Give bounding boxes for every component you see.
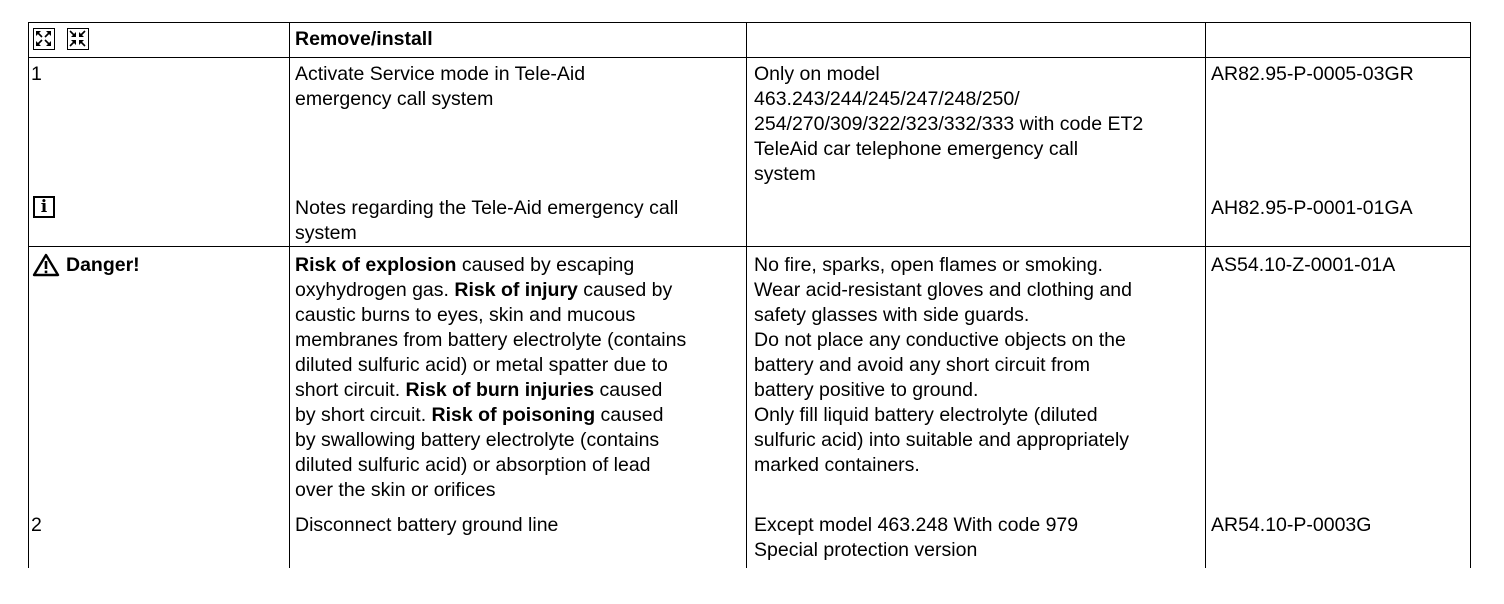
column-divider-2 [746,22,747,568]
risk-heading: Risk of injury [454,279,578,301]
danger-text-line [295,403,686,428]
risk-text: caustic burns to eyes, skin and mucous [295,304,636,326]
danger-description [295,253,686,503]
danger-text-line [295,278,686,303]
warning-triangle-icon [32,253,60,277]
expand-icon[interactable] [33,28,55,50]
risk-heading: Risk of poisoning [431,404,596,426]
column-divider-3 [1205,22,1206,568]
danger-label: Danger! [32,253,140,277]
safety-instructions: No fire, sparks, open flames or smoking. Wear acid-resistant gloves and clothing and safety glasses with side guards. Do not place any conductive objects on the battery and avoid any short circuit from battery positive to ground. Only fill liquid battery electrolyte (diluted sulfuric acid) into suitable and appropriately marked containers. [754,254,1132,476]
risk-text: caused [594,379,663,401]
condition-text: Except model 463.248 With code 979 Special protection version [754,514,1079,561]
danger-text-line [295,303,686,328]
reference-link[interactable]: AS54.10-Z-0001-01A [1211,254,1396,276]
risk-text: diluted sulfuric acid) or metal spatter due to [295,354,668,376]
column-divider-1 [289,22,290,568]
risk-text: caused [595,404,664,426]
task-text: Disconnect battery ground line [295,514,559,536]
reference-link[interactable]: AR82.95-P-0005-03GR [1211,63,1414,85]
risk-text: caused by escaping [456,254,635,276]
task-text: Activate Service mode in Tele-Aid emergency call system [295,63,586,110]
note-text: Notes regarding the Tele-Aid emergency call system [295,197,679,244]
table-border-left [28,22,29,568]
risk-text: membranes from battery electrolyte (contains [295,329,687,351]
risk-text: short circuit. [295,379,406,401]
danger-text-line [295,453,686,478]
risk-heading: Risk of burn injuries [405,379,595,401]
risk-text: over the skin or orifices [295,479,496,501]
danger-text-line [295,328,686,353]
step-number: 2 [31,514,42,536]
step-number: 1 [31,63,42,85]
risk-text: oxyhydrogen gas. [295,279,455,301]
danger-text-line [295,353,686,378]
reference-link[interactable]: AH82.95-P-0001-01GA [1211,197,1413,219]
collapse-icon[interactable] [67,28,89,50]
row-divider [28,246,1471,247]
table-border-right [1470,22,1471,568]
table-border-top [28,22,1471,23]
condition-text: Only on model 463.243/244/245/247/248/250/ 254/270/309/322/323/332/333 with code ET2 TeleAid car telephone emergency call system [754,63,1144,185]
risk-heading: Risk of explosion [295,254,457,276]
reference-link[interactable]: AR54.10-P-0003G [1211,514,1372,536]
risk-text: by swallowing battery electrolyte (contains [295,429,660,451]
danger-text-line [295,428,686,453]
risk-text: by short circuit. [295,404,432,426]
info-icon: i [33,196,55,218]
section-title: Remove/install [295,28,433,50]
risk-text: diluted sulfuric acid) or absorption of lead [295,454,651,476]
header-divider [28,57,1471,58]
danger-text-line [295,378,686,403]
procedure-table [28,22,1471,568]
risk-text: caused by [577,279,673,301]
danger-text-line [295,253,686,278]
danger-text-line [295,478,686,503]
